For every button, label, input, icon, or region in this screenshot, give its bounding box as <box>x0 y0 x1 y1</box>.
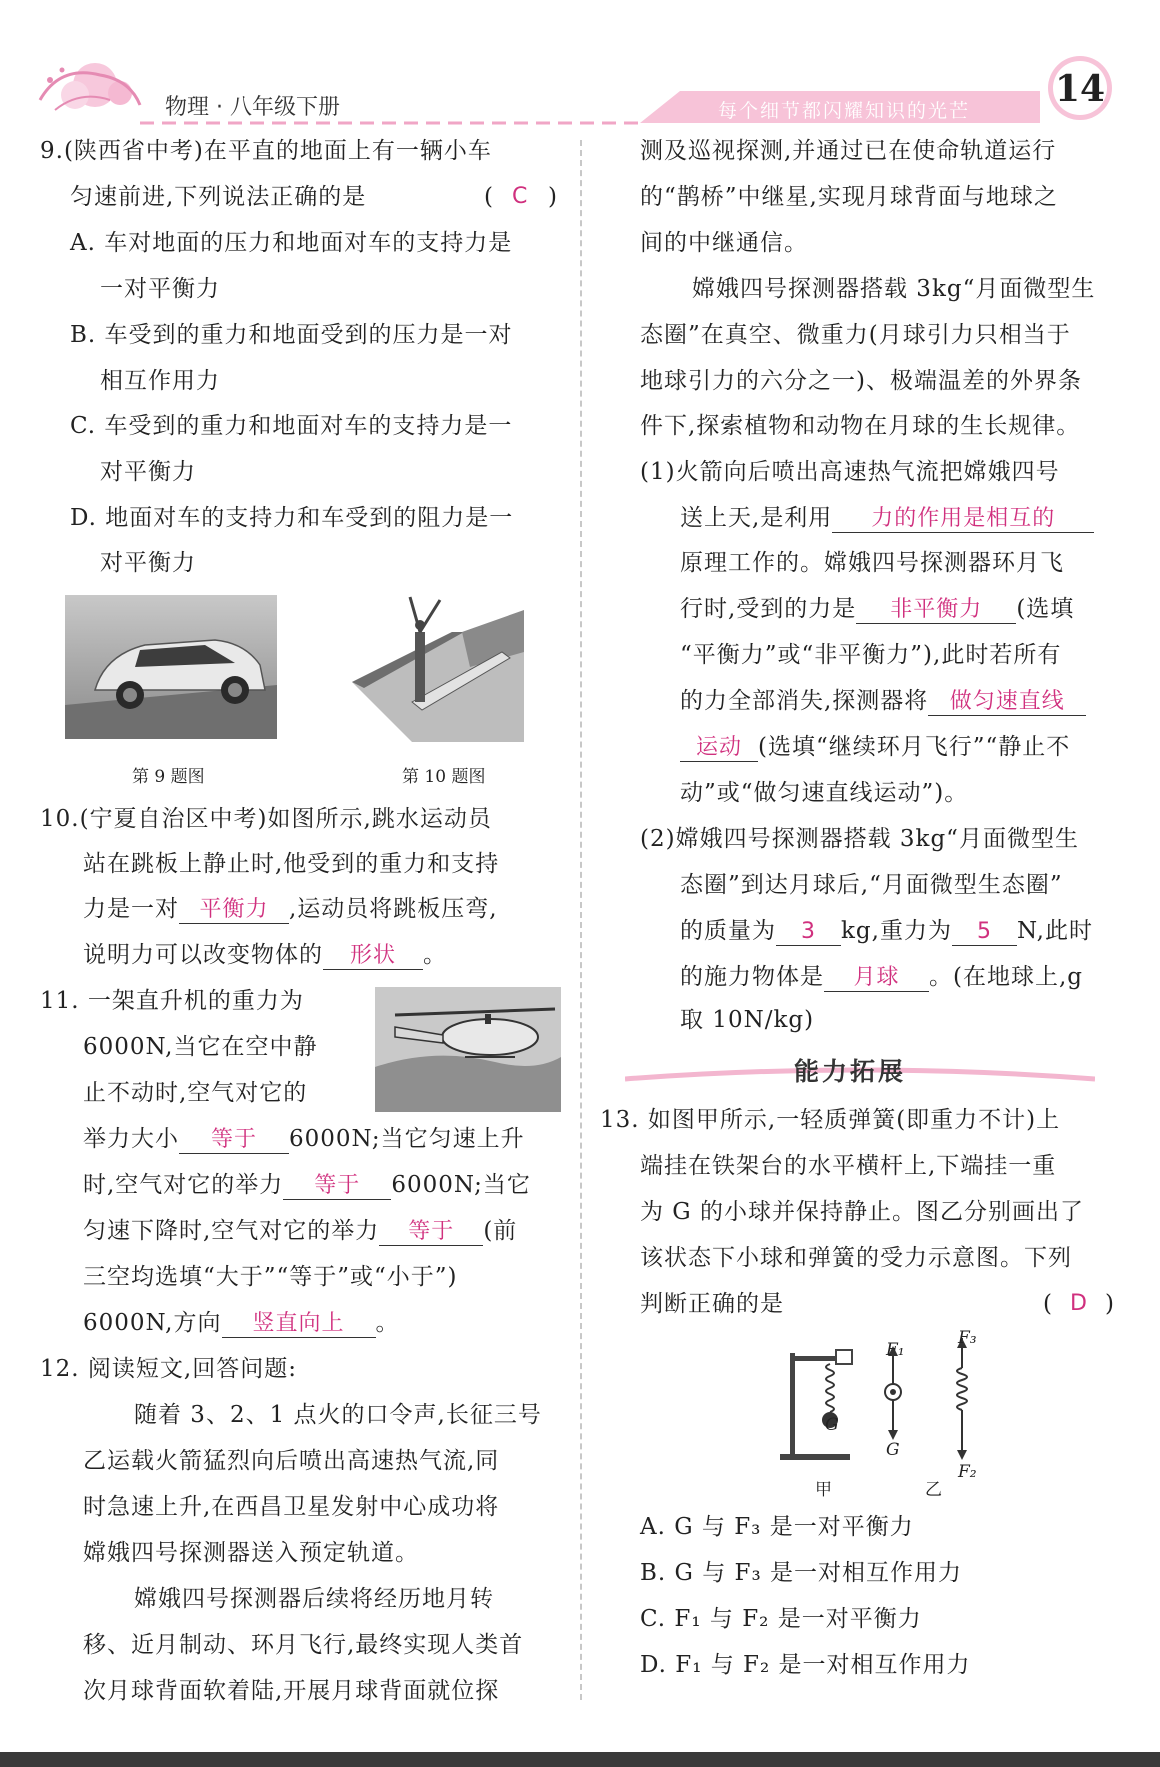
q9-option-a-cont: 一对平衡力 <box>100 276 220 302</box>
q11-answer1: 等于 <box>179 1125 289 1154</box>
q9-option-c: C. 车受到的重力和地面对车的支持力是一 <box>70 413 513 439</box>
book-title: 物理 · 八年级下册 <box>165 95 340 120</box>
q12-sub1-l3: 原理工作的。嫦娥四号探测器环月飞 <box>680 550 1064 576</box>
q13-paren-open: ( <box>1043 1291 1053 1317</box>
q13-stem-line1: 13. 如图甲所示,一轻质弹簧(即重力不计)上 <box>600 1107 1061 1133</box>
q12-sub1-answer3b: 运动 <box>680 733 758 762</box>
column-divider <box>580 140 582 1700</box>
q12-stem: 12. 阅读短文,回答问题: <box>40 1356 297 1382</box>
fig10-caption: 第 10 题图 <box>402 767 486 787</box>
q11-stem-line8: 6000N,方向 竖直向上 。 <box>83 1310 400 1336</box>
q10-stem-line2: 站在跳板上静止时,他受到的重力和支持 <box>83 851 500 877</box>
q12-sub1-l7: 运动 (选填“继续环月飞行”“静止不 <box>680 732 1070 762</box>
q12-passage-p3-l1: 嫦娥四号探测器搭载 3kg“月面微型生 <box>692 276 1096 302</box>
q9-option-c-cont: 对平衡力 <box>100 459 196 485</box>
q12-sub2-l1: (2)嫦娥四号探测器搭载 3kg“月面微型生 <box>640 826 1079 852</box>
q12-sub2-answer2: 5 <box>952 917 1017 946</box>
q12-passage-p2-l6: 间的中继通信。 <box>640 230 808 256</box>
q12-sub2-l5: 取 10N/kg) <box>680 1007 815 1033</box>
bottom-bar <box>0 1752 1160 1767</box>
q9-answer: C <box>512 184 529 209</box>
q10-stem-line3: 力是一对 平衡力 ,运动员将跳板压弯, <box>83 896 498 922</box>
q9-option-d-cont: 对平衡力 <box>100 550 196 576</box>
fig-label-f1: F₁ <box>886 1340 905 1360</box>
q13-stem-line2: 端挂在铁架台的水平横杆上,下端挂一重 <box>640 1153 1057 1179</box>
q12-passage-p3-l2: 态圈”在真空、微重力(月球引力只相当于 <box>640 322 1071 348</box>
q12-passage-p2-l4: 测及巡视探测,并通过已在使命轨道运行 <box>640 138 1057 164</box>
helicopter-photo <box>375 987 561 1112</box>
q12-passage-p2-l2: 移、近月制动、环月飞行,最终实现人类首 <box>83 1632 524 1658</box>
header-motto: 每个细节都闪耀知识的光芒 <box>718 100 971 122</box>
q11-stem-line2: 6000N,当它在空中静 <box>83 1034 318 1060</box>
q11-answer2: 等于 <box>283 1171 391 1200</box>
q12-sub2-answer3: 月球 <box>824 963 929 992</box>
q11-stem-line7: 三空均选填“大于”“等于”或“小于”) <box>83 1264 458 1290</box>
q10-answer2: 形状 <box>323 941 423 970</box>
q9-paren-open: ( <box>484 184 494 210</box>
q12-passage-p2-l3: 次月球背面软着陆,开展月球背面就位探 <box>83 1678 500 1704</box>
fig-label-f2: F₂ <box>958 1462 977 1482</box>
q13-stem-line4: 该状态下小球和弹簧的受力示意图。下列 <box>640 1245 1072 1271</box>
q12-sub1-l5: “平衡力”或“非平衡力”),此时若所有 <box>680 642 1062 668</box>
q11-answer4: 竖直向上 <box>222 1309 376 1338</box>
q9-paren-close: ) <box>548 184 558 210</box>
q13-stem-line3: 为 G 的小球并保持静止。图乙分别画出了 <box>640 1199 1084 1225</box>
q12-passage-p1-l4: 嫦娥四号探测器送入预定轨道。 <box>83 1540 419 1566</box>
q12-sub2-l4: 的施力物体是 月球 。(在地球上,g <box>680 964 1084 990</box>
q12-sub1-l4: 行时,受到的力是 非平衡力 (选填 <box>680 596 1075 622</box>
fig-label-g1: G <box>825 1415 839 1435</box>
q12-passage-p1-l2: 乙运载火箭猛烈向后喷出高速热气流,同 <box>83 1448 500 1474</box>
q10-answer1: 平衡力 <box>179 895 289 924</box>
q11-stem-line6: 匀速下降时,空气对它的举力 等于 (前 <box>83 1218 518 1244</box>
diver-figure <box>352 592 524 742</box>
q13-paren-close: ) <box>1105 1291 1115 1317</box>
fig-label-g2: G <box>886 1440 900 1460</box>
q13-option-b: B. G 与 F₃ 是一对相互作用力 <box>640 1560 963 1586</box>
q12-sub1-answer3a: 做匀速直线 <box>928 687 1086 716</box>
q12-passage-p3-l3: 地球引力的六分之一)、极端温差的外界条 <box>640 368 1082 394</box>
car-photo <box>65 595 277 739</box>
q12-passage-p3-l4: 件下,探索植物和动物在月球的生长规律。 <box>640 413 1081 439</box>
fig-label-f3: F₃ <box>958 1328 977 1348</box>
q13-option-d: D. F₁ 与 F₂ 是一对相互作用力 <box>640 1652 971 1678</box>
q11-stem-line3: 止不动时,空气对它的 <box>83 1080 308 1106</box>
q11-stem-line5: 时,空气对它的举力 等于 6000N;当它 <box>83 1172 531 1198</box>
q9-option-b: B. 车受到的重力和地面受到的压力是一对 <box>70 322 513 348</box>
q11-stem-line4: 举力大小 等于 6000N;当它匀速上升 <box>83 1126 525 1152</box>
page-number: 14 <box>1055 68 1106 110</box>
fig9-caption: 第 9 题图 <box>132 767 205 787</box>
q12-sub2-l3: 的质量为 3 kg,重力为 5 N,此时 <box>680 918 1093 944</box>
q13-answer: D <box>1070 1291 1088 1316</box>
q12-sub2-l2: 态圈”到达月球后,“月面微型生态圈” <box>680 872 1063 898</box>
fig-label-jia: 甲 <box>815 1480 832 1500</box>
q9-stem-line2: 匀速前进,下列说法正确的是 <box>70 184 367 210</box>
q13-stem-line5: 判断正确的是 <box>640 1291 784 1317</box>
q12-passage-p1-l3: 时急速上升,在西昌卫星发射中心成功将 <box>83 1494 500 1520</box>
q12-sub2-answer1: 3 <box>776 917 841 946</box>
q12-sub1-answer1: 力的作用是相互的 <box>832 504 1094 533</box>
q12-sub1-l6: 的力全部消失,探测器将 做匀速直线 <box>680 686 1086 716</box>
q13-option-c: C. F₁ 与 F₂ 是一对平衡力 <box>640 1606 922 1632</box>
q13-option-a: A. G 与 F₃ 是一对平衡力 <box>640 1514 914 1540</box>
q11-answer3: 等于 <box>379 1217 483 1246</box>
flower-ornament-icon <box>40 63 140 110</box>
q9-option-a: A. 车对地面的压力和地面对车的支持力是 <box>70 230 513 256</box>
q12-passage-p2-l5: 的“鹊桥”中继星,实现月球背面与地球之 <box>640 184 1058 210</box>
q10-stem-line4: 说明力可以改变物体的 形状 。 <box>83 942 447 968</box>
q12-sub1-answer2: 非平衡力 <box>856 595 1016 624</box>
q12-sub1-l1: (1)火箭向后喷出高速热气流把嫦娥四号 <box>640 459 1060 485</box>
q9-option-d: D. 地面对车的支持力和车受到的阻力是一 <box>70 505 514 531</box>
q9-option-b-cont: 相互作用力 <box>100 368 220 394</box>
q12-sub1-l8: 动”或“做匀速直线运动”)。 <box>680 780 969 806</box>
fig-label-yi: 乙 <box>925 1480 942 1500</box>
q11-stem-line1: 11. 一架直升机的重力为 <box>40 988 304 1014</box>
q9-stem-line1: 9.(陕西省中考)在平直的地面上有一辆小车 <box>40 138 492 164</box>
section-title: 能力拓展 <box>794 1057 907 1086</box>
q12-sub1-l2: 送上天,是利用 力的作用是相互的 <box>680 503 1094 533</box>
q12-passage-p1-l1: 随着 3、2、1 点火的口令声,长征三号 <box>134 1402 542 1428</box>
q10-stem-line1: 10.(宁夏自治区中考)如图所示,跳水运动员 <box>40 806 492 832</box>
q12-passage-p2-l1: 嫦娥四号探测器后续将经历地月转 <box>134 1586 494 1612</box>
